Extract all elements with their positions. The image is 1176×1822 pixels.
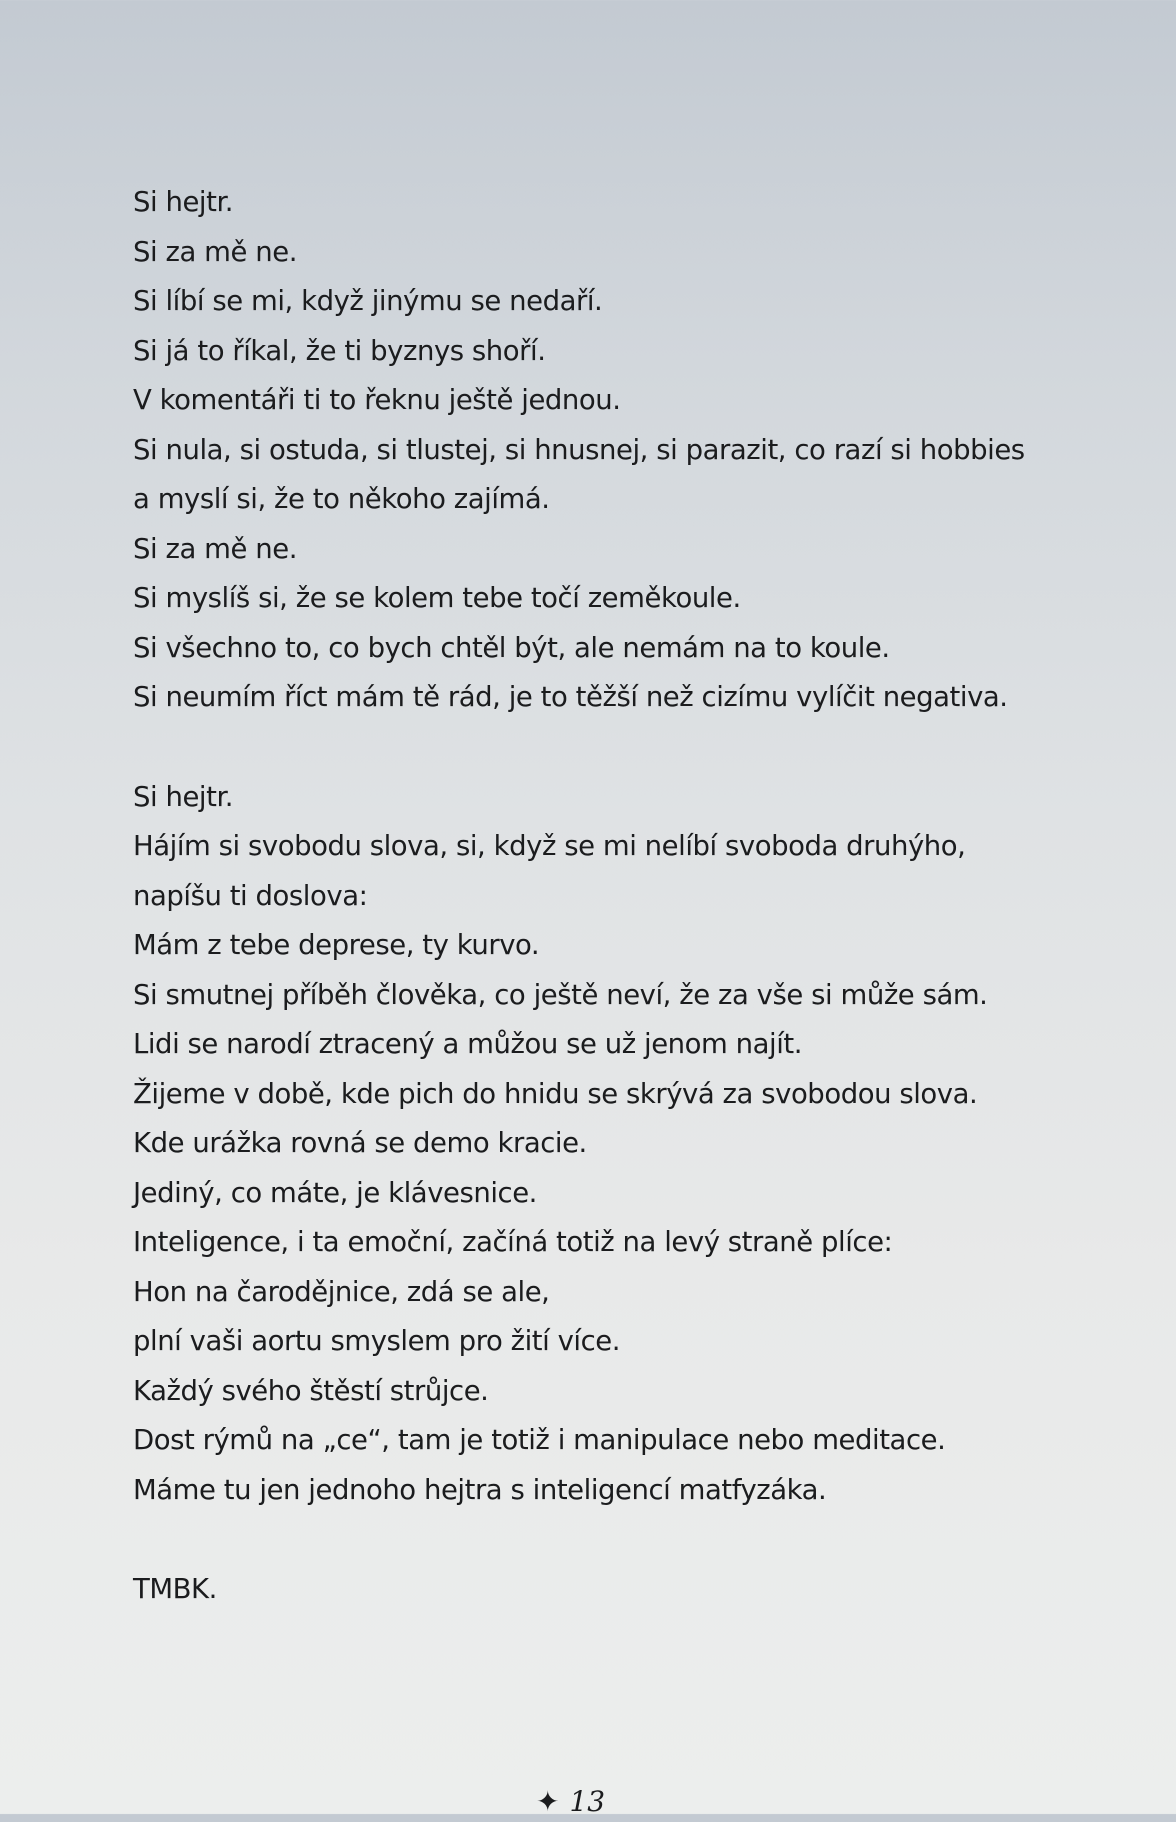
poem-line: Každý svého štěstí strůjce. <box>133 1374 489 1407</box>
stanza-3 <box>133 1565 1123 1615</box>
page-footer <box>536 1782 605 1822</box>
poem-line: Si za mě ne. <box>133 532 298 565</box>
star-ornament-icon: ✦ <box>536 1785 560 1818</box>
stanza-1 <box>133 178 1123 723</box>
poem-line: Si všechno to, co bych chtěl být, ale nemám na to koule. <box>133 631 890 664</box>
poem-line: napíšu ti doslova: <box>133 879 368 912</box>
poem-line: Si smutnej příběh člověka, co ještě neví, že za vše si může sám. <box>133 978 988 1011</box>
poem-text <box>133 178 1123 1615</box>
poem-line: Jediný, co máte, je klávesnice. <box>133 1176 537 1209</box>
poem-line: Inteligence, i ta emoční, začíná totiž na levý straně plíce: <box>133 1226 893 1258</box>
poem-line: Lidi se narodí ztracený a můžou se už jenom najít. <box>133 1028 803 1060</box>
poem-line: Si já to říkal, že ti byznys shoří. <box>133 334 546 367</box>
poem-line: Si neumím říct mám tě rád, je to těžší než cizímu vylíčit negativa. <box>133 681 1008 713</box>
poem-line: Kde urážka rovná se demo kracie. <box>133 1127 587 1159</box>
poem-signature: TMBK. <box>133 1573 217 1605</box>
poem-line: plní vaši aortu smyslem pro žití více. <box>133 1325 621 1357</box>
poem-line: Hon na čarodějnice, zdá se ale, <box>133 1275 550 1308</box>
poem-line: a myslí si, že to někoho zajímá. <box>133 483 550 515</box>
poem-line: V komentáři ti to řeknu ještě jednou. <box>133 384 621 416</box>
poem-line: Si myslíš si, že se kolem tebe točí zeměkoule. <box>133 582 741 614</box>
poem-line: Si hejtr. <box>133 780 234 813</box>
poem-line: Si líbí se mi, když jinýmu se nedaří. <box>133 285 603 317</box>
poem-line: Hájím si svobodu slova, si, když se mi nelíbí svoboda druhýho, <box>133 830 966 862</box>
stanza-2 <box>133 773 1123 1516</box>
poem-line: Dost rýmů na „ce“, tam je totiž i manipulace nebo meditace. <box>133 1424 946 1456</box>
poem-line: Si za mě ne. <box>133 235 298 268</box>
poem-line: Mám z tebe deprese, ty kurvo. <box>133 929 540 961</box>
poem-line: Si nula, si ostuda, si tlustej, si hnusnej, si parazit, co razí si hobbies <box>133 433 1025 466</box>
poem-line: Žijeme v době, kde pich do hnidu se skrývá za svobodou slova. <box>133 1077 978 1110</box>
page-number: 13 <box>569 1785 606 1818</box>
poem-line: Si hejtr. <box>133 186 234 218</box>
poem-line: Máme tu jen jednoho hejtra s inteligencí matfyzáka. <box>133 1473 827 1506</box>
